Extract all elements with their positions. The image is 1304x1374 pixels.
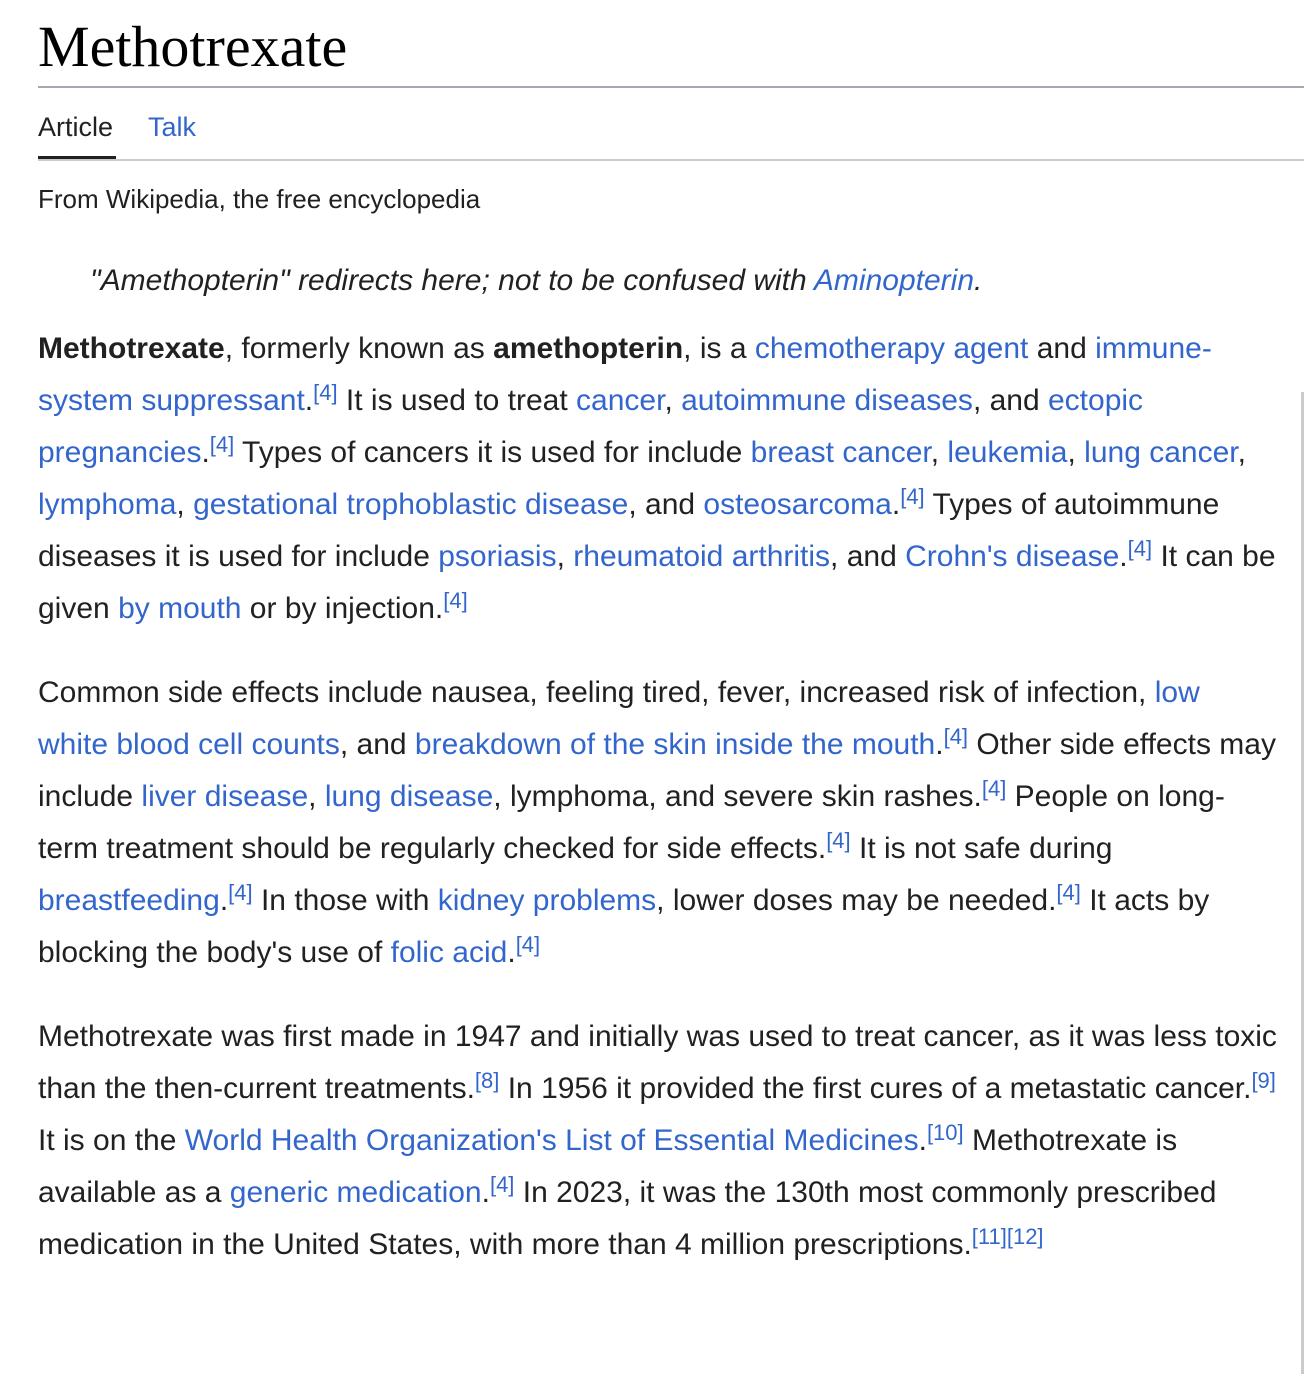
citation-link[interactable]: [4] [826, 828, 851, 853]
link-breastfeeding[interactable]: breastfeeding [38, 884, 220, 917]
link-kidney-problems[interactable]: kidney problems [437, 884, 657, 917]
link-generic-medication[interactable]: generic medication [229, 1176, 482, 1209]
text: and [1028, 332, 1096, 365]
link-breakdown-of-skin-inside-mouth[interactable]: breakdown of the skin inside the mouth [414, 728, 936, 761]
text: , [664, 384, 682, 417]
link-lymphoma[interactable]: lymphoma [38, 488, 177, 521]
link-rheumatoid-arthritis[interactable]: rheumatoid arthritis [573, 540, 831, 573]
citation-link[interactable]: [4] [443, 588, 468, 613]
text: . [219, 884, 229, 917]
text: , [1067, 436, 1085, 469]
text: In those with [252, 884, 438, 917]
link-leukemia[interactable]: leukemia [947, 436, 1068, 469]
text: . [891, 488, 901, 521]
text: , and [830, 540, 906, 573]
text: . [918, 1124, 927, 1157]
link-who-essential-medicines[interactable]: World Health Organization's List of Essential Medicines [184, 1124, 919, 1157]
text: , and [628, 488, 704, 521]
text: It can be given [38, 540, 1276, 625]
citation-link[interactable]: [4] [981, 776, 1007, 801]
text: , lymphoma, and severe skin rashes. [493, 780, 982, 813]
hatnote [90, 262, 982, 300]
text: , is a [683, 332, 755, 365]
text: . [507, 936, 516, 969]
citation-link[interactable]: [4] [515, 932, 541, 957]
citation-link[interactable]: [4] [209, 432, 235, 457]
link-psoriasis[interactable]: psoriasis [438, 540, 557, 573]
citation-link[interactable]: [4] [489, 1172, 515, 1197]
text: or by injection. [241, 592, 444, 625]
text: It is used to treat [337, 384, 577, 417]
text: , [1237, 436, 1246, 469]
text: Methotrexate was first made in 1947 and initially was used to treat cancer, as it was less toxic than the then-current treatments. [38, 1020, 1277, 1105]
citation-link[interactable]: [11] [971, 1224, 1007, 1249]
term-methotrexate: Methotrexate [38, 332, 225, 365]
page-title: Methotrexate [38, 14, 348, 79]
text: It is on the [38, 1124, 185, 1157]
text: , [308, 780, 325, 813]
text: , formerly known as [224, 332, 494, 365]
link-aminopterin[interactable]: Aminopterin [813, 264, 974, 297]
text: . [201, 436, 210, 469]
text: . [481, 1176, 490, 1209]
text: , and [339, 728, 415, 761]
link-folic-acid[interactable]: folic acid [390, 936, 508, 969]
title-divider [38, 86, 1304, 88]
tabs-divider [38, 159, 1304, 161]
text: , and [972, 384, 1048, 417]
article-body [38, 323, 1278, 1303]
link-immune-system-suppressant[interactable]: immune-system suppressant [38, 332, 1212, 417]
site-tagline: From Wikipedia, the free encyclopedia [38, 184, 481, 214]
citation-link[interactable]: [4] [1056, 880, 1081, 905]
tab-article[interactable]: Article [38, 112, 114, 142]
paragraph-2 [38, 667, 1278, 979]
text: . [935, 728, 944, 761]
citation-link[interactable]: [8] [474, 1068, 500, 1093]
text: Common side effects include nausea, feeling tired, fever, increased risk of infection, [38, 676, 1155, 709]
text: . [1119, 540, 1128, 573]
text: , [176, 488, 194, 521]
hatnote-text: "Amethopterin" redirects here; not to be confused with [90, 264, 814, 297]
term-amethopterin: amethopterin [493, 332, 684, 365]
text: . [304, 384, 314, 417]
hatnote-end: . [974, 264, 983, 297]
link-ectopic-pregnancies[interactable]: ectopic pregnancies [38, 384, 1144, 469]
citation-link[interactable]: [4] [900, 484, 925, 509]
link-low-white-blood-cell-counts[interactable]: low white blood cell counts [38, 676, 1200, 761]
text: People on long-term treatment should be regularly checked for side effects. [38, 780, 1225, 865]
text: It is not safe during [850, 832, 1113, 865]
link-chemotherapy-agent[interactable]: chemotherapy agent [754, 332, 1029, 365]
citation-link[interactable]: [4] [943, 724, 969, 749]
citation-link[interactable]: [4] [313, 380, 338, 405]
citation-link[interactable]: [4] [1127, 536, 1153, 561]
link-lung-cancer[interactable]: lung cancer [1084, 436, 1238, 469]
link-autoimmune-diseases[interactable]: autoimmune diseases [681, 384, 973, 417]
text: Types of cancers it is used for include [234, 436, 751, 469]
tab-talk[interactable]: Talk [148, 112, 197, 142]
text: , [556, 540, 574, 573]
text: In 2023, it was the 130th most commonly prescribed medication in the United States, with more than 4 million prescriptions. [38, 1176, 1217, 1261]
link-crohns-disease[interactable]: Crohn's disease [905, 540, 1120, 573]
link-osteosarcoma[interactable]: osteosarcoma [703, 488, 892, 521]
citation-link[interactable]: [12] [1006, 1224, 1044, 1249]
text: Methotrexate is available as a [38, 1124, 1178, 1209]
citation-link[interactable]: [10] [926, 1120, 964, 1145]
paragraph-3 [38, 1011, 1278, 1271]
text: , lower doses may be needed. [656, 884, 1057, 917]
citation-link[interactable]: [9] [1251, 1068, 1276, 1093]
paragraph-1 [38, 323, 1278, 635]
link-liver-disease[interactable]: liver disease [141, 780, 309, 813]
page-tabs [38, 108, 1304, 160]
link-cancer[interactable]: cancer [576, 384, 665, 417]
link-gestational-trophoblastic-disease[interactable]: gestational trophoblastic disease [193, 488, 629, 521]
link-lung-disease[interactable]: lung disease [324, 780, 494, 813]
text: It acts by blocking the body's use of [38, 884, 1210, 969]
text: , [930, 436, 948, 469]
text: Types of autoimmune diseases it is used for include [38, 488, 1220, 573]
text: Other side effects may include [38, 728, 1276, 813]
link-by-mouth[interactable]: by mouth [118, 592, 242, 625]
citation-link[interactable]: [4] [228, 880, 253, 905]
link-breast-cancer[interactable]: breast cancer [750, 436, 931, 469]
text: In 1956 it provided the first cures of a metastatic cancer. [499, 1072, 1252, 1105]
